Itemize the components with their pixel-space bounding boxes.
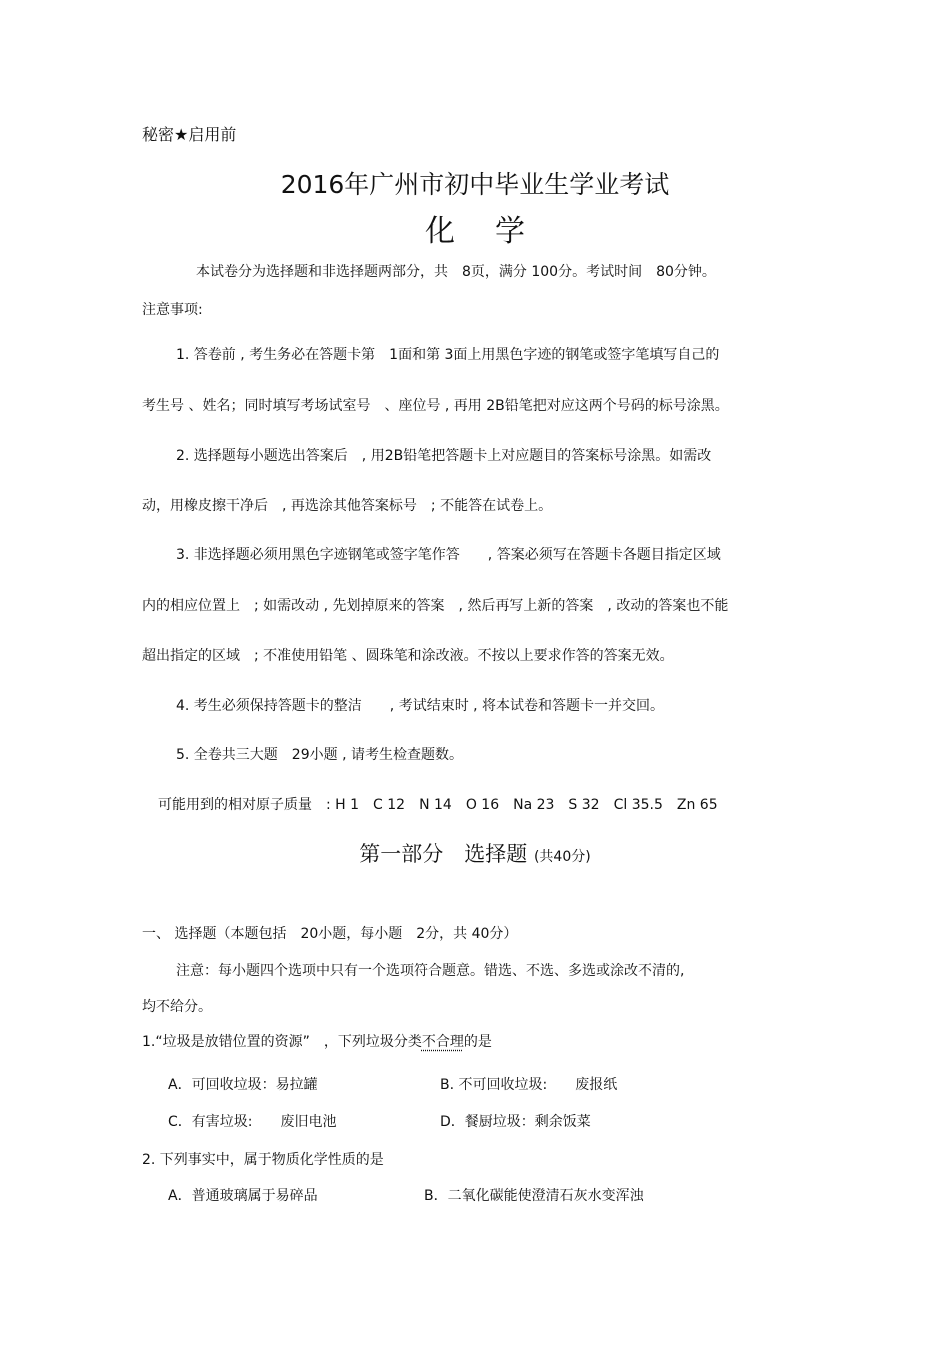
atomic-masses: 可能用到的相对原子质量 : H 1 C 12 N 14 O 16 Na 23 S 32 Cl 35.5 Zn 65 bbox=[158, 797, 718, 813]
question-1-option-b: B. 不可回收垃圾: 废报纸 bbox=[440, 1077, 618, 1093]
note-item-2: 2. 选择题每小题选出答案后 , 用2B铅笔把答题卡上对应题目的答案标号涂黑。如需改 bbox=[176, 448, 712, 464]
question-1-option-c: C．有害垃圾: 废旧电池 bbox=[168, 1114, 337, 1130]
note-item-2-cont: 动，用橡皮擦干净后 , 再选涂其他答案标号 ; 不能答在试卷上。 bbox=[142, 498, 553, 514]
section-one-title: 一、 选择题（本题包括 20小题，每小题 2分，共 40分） bbox=[142, 926, 518, 942]
question-2-option-b: B．二氧化碳能使澄清石灰水变浑浊 bbox=[424, 1188, 644, 1204]
subject-title: 化学 bbox=[425, 214, 565, 249]
confidential-label: 秘密★启用前 bbox=[142, 125, 237, 144]
note-item-3-cont: 内的相应位置上 ; 如需改动 , 先划掉原来的答案 , 然后再写上新的答案 , 改动的答案也不能 bbox=[142, 598, 729, 614]
exam-title: 2016年广州市初中毕业生学业考试 bbox=[280, 170, 670, 199]
question-1-stem bbox=[142, 1033, 492, 1051]
exam-intro: 本试卷分为选择题和非选择题两部分，共 8页，满分 100分。考试时间 80分钟。 bbox=[196, 264, 716, 280]
part-one-heading bbox=[0, 840, 950, 871]
question-1-option-d: D．餐厨垃圾：剩余饭菜 bbox=[440, 1114, 591, 1130]
part-one-title: 第一部分 选择题 bbox=[359, 842, 528, 866]
question-1-stem-after: 的是 bbox=[463, 1034, 492, 1050]
question-2-stem: 2. 下列事实中，属于物质化学性质的是 bbox=[142, 1152, 384, 1168]
note-item-4: 4. 考生必须保持答题卡的整洁 , 考试结束时 , 将本试卷和答题卡一并交回。 bbox=[176, 698, 665, 714]
note-item-3: 3. 非选择题必须用黑色字迹钢笔或签字笔作答 , 答案必须写在答题卡各题目指定区域 bbox=[176, 547, 721, 563]
note-item-1-cont: 考生号 、姓名；同时填写考场试室号 、座位号 , 再用 2B铅笔把对应这两个号码的标号涂黑。 bbox=[142, 398, 729, 414]
section-one-note-cont: 均不给分。 bbox=[142, 999, 212, 1015]
question-1-option-a: A．可回收垃圾：易拉罐 bbox=[168, 1077, 318, 1093]
section-one-note: 注意：每小题四个选项中只有一个选项符合题意。错选、不选、多选或涂改不清的, bbox=[176, 963, 685, 979]
note-item-1: 1. 答卷前 , 考生务必在答题卡第 1面和第 3面上用黑色字迹的钢笔或签字笔填写自己的 bbox=[176, 347, 720, 363]
note-item-3-cont-2: 超出指定的区域 ; 不准使用铅笔 、圆珠笔和涂改液。不按以上要求作答的答案无效。 bbox=[142, 648, 674, 664]
notes-heading: 注意事项: bbox=[142, 302, 203, 318]
question-2-option-a: A．普通玻璃属于易碎品 bbox=[168, 1188, 318, 1204]
question-1-emphasis: 不合理 bbox=[421, 1034, 464, 1050]
question-1-stem-before: 1.“垃圾是放错位置的资源” ，下列垃圾分类 bbox=[142, 1034, 422, 1050]
note-item-5: 5. 全卷共三大题 29小题 , 请考生检查题数。 bbox=[176, 747, 463, 763]
part-one-points: (共40分) bbox=[533, 849, 591, 865]
